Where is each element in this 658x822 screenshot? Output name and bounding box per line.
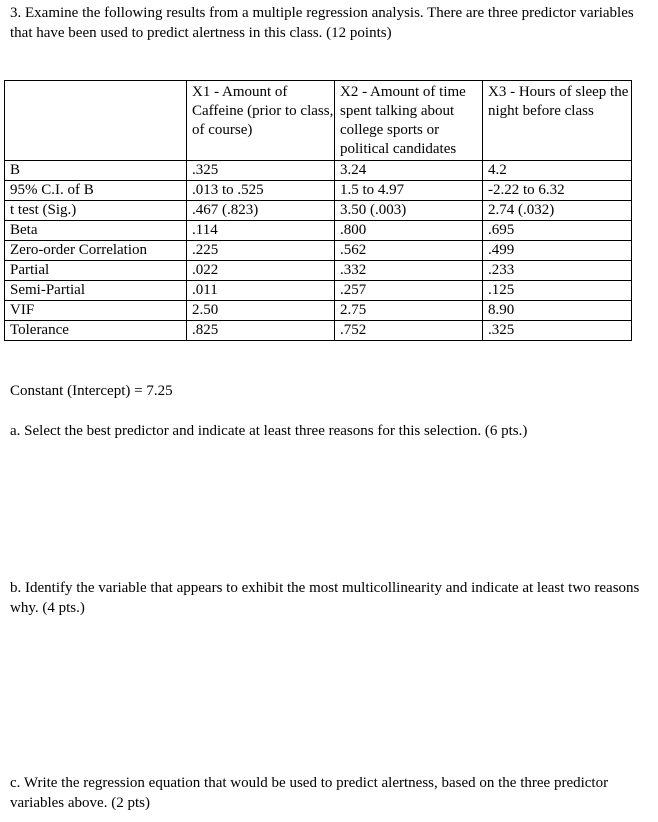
table-row <box>5 241 632 261</box>
table-row <box>5 161 632 181</box>
table-row <box>5 321 632 341</box>
row-label: VIF <box>5 301 187 321</box>
table-row <box>5 261 632 281</box>
corner-cell <box>5 81 187 161</box>
cell-x1: .022 <box>187 261 335 281</box>
cell-x3: .125 <box>483 281 632 301</box>
cell-x2: .562 <box>335 241 483 261</box>
cell-x1: 2.50 <box>187 301 335 321</box>
cell-x3: .325 <box>483 321 632 341</box>
table-row <box>5 301 632 321</box>
cell-x3: .695 <box>483 221 632 241</box>
table-row <box>5 201 632 221</box>
cell-x3: -2.22 to 6.32 <box>483 181 632 201</box>
row-label: t test (Sig.) <box>5 201 187 221</box>
cell-x2: .752 <box>335 321 483 341</box>
cell-x1: .825 <box>187 321 335 341</box>
question-a: a. Select the best predictor and indicate at least three reasons for this selection. (6 pts.) <box>10 423 528 439</box>
header-x2: X2 - Amount of time spent talking about college sports or political candidates <box>335 81 483 161</box>
row-label: 95% C.I. of B <box>5 181 187 201</box>
cell-x2: 1.5 to 4.97 <box>335 181 483 201</box>
row-label: Partial <box>5 261 187 281</box>
cell-x2: 2.75 <box>335 301 483 321</box>
cell-x1: .225 <box>187 241 335 261</box>
cell-x3: 4.2 <box>483 161 632 181</box>
header-row <box>5 81 632 161</box>
cell-x2: .332 <box>335 261 483 281</box>
cell-x3: .233 <box>483 261 632 281</box>
cell-x3: .499 <box>483 241 632 261</box>
row-label: Beta <box>5 221 187 241</box>
cell-x1: .013 to .525 <box>187 181 335 201</box>
header-x3: X3 - Hours of sleep the night before class <box>483 81 632 161</box>
cell-x2: .257 <box>335 281 483 301</box>
cell-x3: 8.90 <box>483 301 632 321</box>
header-x1: X1 - Amount of Caffeine (prior to class, of course) <box>187 81 335 161</box>
cell-x1: .114 <box>187 221 335 241</box>
cell-x1: .011 <box>187 281 335 301</box>
table-row <box>5 181 632 201</box>
constant-intercept: Constant (Intercept) = 7.25 <box>10 383 173 399</box>
table-row <box>5 221 632 241</box>
cell-x1: .325 <box>187 161 335 181</box>
cell-x3: 2.74 (.032) <box>483 201 632 221</box>
question-b: b. Identify the variable that appears to exhibit the most multicollinearity and indicate at least two reasons why. (4 pts.) <box>10 580 640 616</box>
row-label: Tolerance <box>5 321 187 341</box>
cell-x1: .467 (.823) <box>187 201 335 221</box>
question-c: c. Write the regression equation that would be used to predict alertness, based on the three predictor variables above. (2 pts) <box>10 775 609 811</box>
cell-x2: 3.50 (.003) <box>335 201 483 221</box>
row-label: B <box>5 161 187 181</box>
row-label: Semi-Partial <box>5 281 187 301</box>
row-label: Zero-order Correlation <box>5 241 187 261</box>
question-intro: 3. Examine the following results from a multiple regression analysis. There are three predictor variables that have been used to predict alertness in this class. (12 points) <box>10 5 634 41</box>
cell-x2: 3.24 <box>335 161 483 181</box>
cell-x2: .800 <box>335 221 483 241</box>
regression-results-table <box>4 80 632 341</box>
table-row <box>5 281 632 301</box>
